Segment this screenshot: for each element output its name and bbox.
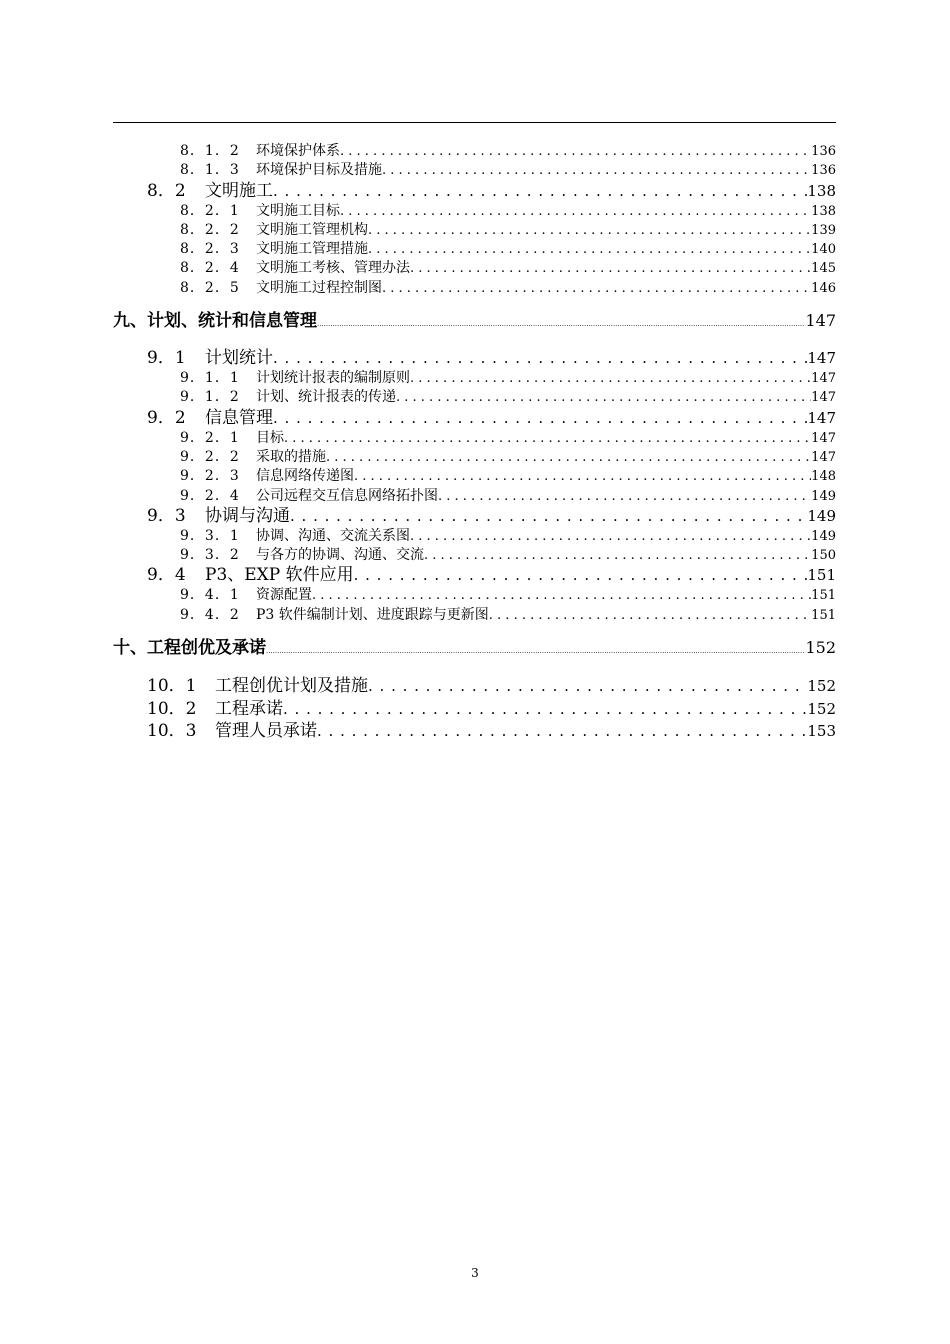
toc-entry-title: 文明施工考核、管理办法 (256, 260, 410, 277)
toc-entry[interactable] (113, 259, 836, 278)
toc-leader-dots (266, 639, 805, 663)
toc-leader-dots (290, 506, 807, 527)
toc-leader-dots (410, 369, 811, 388)
toc-leader-dots (354, 565, 808, 586)
toc-page-number: 151 (811, 607, 836, 623)
toc-entry-title: 计划统计 (205, 348, 273, 369)
toc-leader-dots (273, 408, 807, 429)
toc-entry[interactable] (113, 408, 836, 429)
toc-group-chapter10 (113, 675, 836, 743)
toc-chapter-10[interactable] (113, 636, 836, 660)
toc-page-number: 146 (811, 280, 836, 296)
toc-entry-title: 文明施工管理措施 (256, 241, 368, 258)
toc-entry-number: 9．2．4 (180, 487, 240, 504)
toc-entry[interactable] (113, 565, 836, 586)
toc-leader-dots (489, 606, 811, 625)
toc-entry-title: 采取的措施 (256, 448, 326, 465)
toc-leader-dots (326, 448, 811, 467)
toc-page-number: 147 (811, 430, 836, 446)
table-of-contents (113, 142, 836, 743)
toc-entry-title: P3 软件编制计划、进度跟踪与更新图 (256, 606, 489, 623)
toc-entry[interactable] (113, 181, 836, 202)
toc-leader-dots (368, 675, 807, 698)
toc-page-number: 147 (811, 371, 836, 387)
toc-entry-title: 信息网络传递图 (256, 468, 354, 485)
toc-page-number: 149 (811, 528, 836, 544)
toc-entry-title: 工程创优计划及措施 (215, 676, 368, 697)
toc-entry-title: 环境保护目标及措施 (256, 162, 382, 179)
toc-page-number: 152 (805, 638, 836, 658)
toc-entry-number: 9．1．2 (180, 389, 240, 406)
toc-leader-dots (284, 429, 811, 448)
toc-leader-dots (382, 279, 811, 298)
toc-entry-number: 10．3 (147, 721, 197, 742)
toc-page-number: 148 (811, 469, 836, 485)
toc-page-number: 147 (811, 390, 836, 406)
toc-entry-number: 9．4．1 (180, 587, 240, 604)
toc-entry-title: 资源配置 (256, 587, 312, 604)
toc-page-number: 151 (811, 588, 836, 604)
toc-page-number: 147 (807, 349, 836, 368)
toc-entry-title: 文明施工管理机构 (256, 221, 368, 238)
toc-entry-title: 文明施工 (205, 180, 273, 201)
toc-page-number: 147 (807, 408, 836, 427)
toc-leader-dots (438, 487, 811, 506)
toc-entry[interactable] (113, 348, 836, 369)
toc-entry[interactable] (113, 467, 836, 486)
toc-leader-dots (410, 259, 811, 278)
toc-page-number: 136 (811, 144, 836, 159)
toc-entry-number: 9．3 (147, 505, 186, 526)
toc-leader-dots (340, 142, 811, 161)
toc-page-number: 138 (807, 181, 836, 200)
toc-leader-dots (273, 181, 807, 202)
toc-entry-number: 8．2．2 (180, 221, 240, 238)
toc-page-number: 152 (807, 699, 836, 718)
toc-entry[interactable] (113, 606, 836, 625)
toc-page-number: 140 (811, 242, 836, 258)
toc-entry[interactable] (113, 506, 836, 527)
toc-entry-number: 8．2 (147, 180, 186, 201)
toc-page-number: 139 (811, 222, 836, 238)
toc-leader-dots (368, 240, 811, 259)
toc-entry[interactable] (113, 720, 836, 743)
toc-entry-number: 10．2 (147, 698, 197, 719)
toc-entry-number: 8．1．2 (180, 143, 240, 159)
toc-entry[interactable] (113, 698, 836, 721)
toc-entry[interactable] (113, 429, 836, 448)
toc-entry-number: 10．1 (147, 676, 197, 697)
toc-entry[interactable] (113, 202, 836, 221)
toc-leader-dots (317, 312, 805, 336)
toc-entry-number: 9．4 (147, 565, 186, 586)
toc-leader-dots (424, 546, 811, 565)
toc-entry-title: 与各方的协调、沟通、交流 (256, 547, 424, 564)
toc-leader-dots (382, 161, 811, 180)
toc-entry-number: 9．2．2 (180, 448, 240, 465)
toc-entry-number: 8．1．3 (180, 162, 240, 179)
toc-entry-title: 管理人员承诺 (215, 721, 317, 742)
toc-entry-number: 9．4．2 (180, 606, 240, 623)
toc-entry[interactable] (113, 142, 836, 161)
toc-leader-dots (283, 698, 807, 721)
toc-entry-title: 目标 (256, 429, 284, 446)
toc-entry[interactable] (113, 161, 836, 180)
toc-entry-number: 8．2．3 (180, 241, 240, 258)
toc-leader-dots (396, 388, 811, 407)
toc-page-number: 150 (811, 548, 836, 564)
toc-page-number: 153 (807, 722, 836, 741)
toc-leader-dots (410, 527, 811, 546)
toc-entry[interactable] (113, 546, 836, 565)
page-footer-number: 3 (471, 1266, 479, 1280)
toc-entry-title: 文明施工过程控制图 (256, 279, 382, 296)
toc-page-number: 151 (807, 566, 836, 585)
toc-entry-title: 环境保护体系 (256, 143, 340, 159)
toc-page-number: 147 (811, 449, 836, 465)
toc-entry[interactable] (113, 675, 836, 698)
toc-entry-title: 文明施工目标 (256, 202, 340, 219)
toc-entry-title: 计划、统计报表的传递 (256, 389, 396, 406)
header-rule (113, 122, 836, 123)
toc-entry-title: 计划统计报表的编制原则 (256, 370, 410, 387)
toc-page-number: 149 (807, 506, 836, 525)
toc-entry[interactable] (113, 586, 836, 605)
toc-entry-number: 9．2．3 (180, 468, 240, 485)
toc-group-chapter8 (113, 142, 836, 298)
toc-leader-dots (340, 202, 811, 221)
toc-leader-dots (312, 586, 811, 605)
toc-entry-title: 协调与沟通 (205, 505, 290, 526)
toc-chapter-9[interactable] (113, 309, 836, 333)
toc-group-chapter9 (113, 348, 836, 625)
toc-entry[interactable] (113, 369, 836, 388)
toc-chapter-title: 十、工程创优及承诺 (113, 638, 266, 659)
toc-entry-title: 协调、沟通、交流关系图 (256, 527, 410, 544)
toc-entry-number: 9．2 (147, 407, 186, 428)
toc-page-number: 145 (811, 261, 836, 277)
toc-entry-title: 信息管理 (205, 407, 273, 428)
toc-leader-dots (354, 467, 811, 486)
toc-entry-number: 9．3．2 (180, 547, 240, 564)
toc-page-number: 136 (811, 163, 836, 179)
toc-entry[interactable] (113, 279, 836, 298)
toc-entry-number: 8．2．5 (180, 279, 240, 296)
toc-chapter-title: 九、计划、统计和信息管理 (113, 311, 317, 332)
toc-entry[interactable] (113, 388, 836, 407)
toc-entry[interactable] (113, 221, 836, 240)
toc-leader-dots (317, 720, 807, 743)
toc-entry-number: 9．1．1 (180, 370, 240, 387)
toc-entry[interactable] (113, 487, 836, 506)
toc-entry-title: P3、EXP 软件应用 (205, 565, 354, 586)
toc-entry-number: 8．2．1 (180, 202, 240, 219)
toc-leader-dots (273, 348, 807, 369)
toc-entry-number: 9．3．1 (180, 527, 240, 544)
toc-entry-number: 9．2．1 (180, 429, 240, 446)
toc-entry-number: 8．2．4 (180, 260, 240, 277)
toc-entry-title: 工程承诺 (215, 698, 283, 719)
toc-page-number: 149 (811, 488, 836, 504)
toc-page-number: 152 (807, 677, 836, 696)
toc-page-number: 138 (811, 203, 836, 219)
toc-entry-title: 公司远程交互信息网络拓扑图 (256, 487, 438, 504)
toc-leader-dots (368, 221, 811, 240)
toc-entry[interactable] (113, 448, 836, 467)
toc-entry-number: 9．1 (147, 348, 186, 369)
toc-entry[interactable] (113, 527, 836, 546)
toc-entry[interactable] (113, 240, 836, 259)
toc-page-number: 147 (805, 311, 836, 331)
